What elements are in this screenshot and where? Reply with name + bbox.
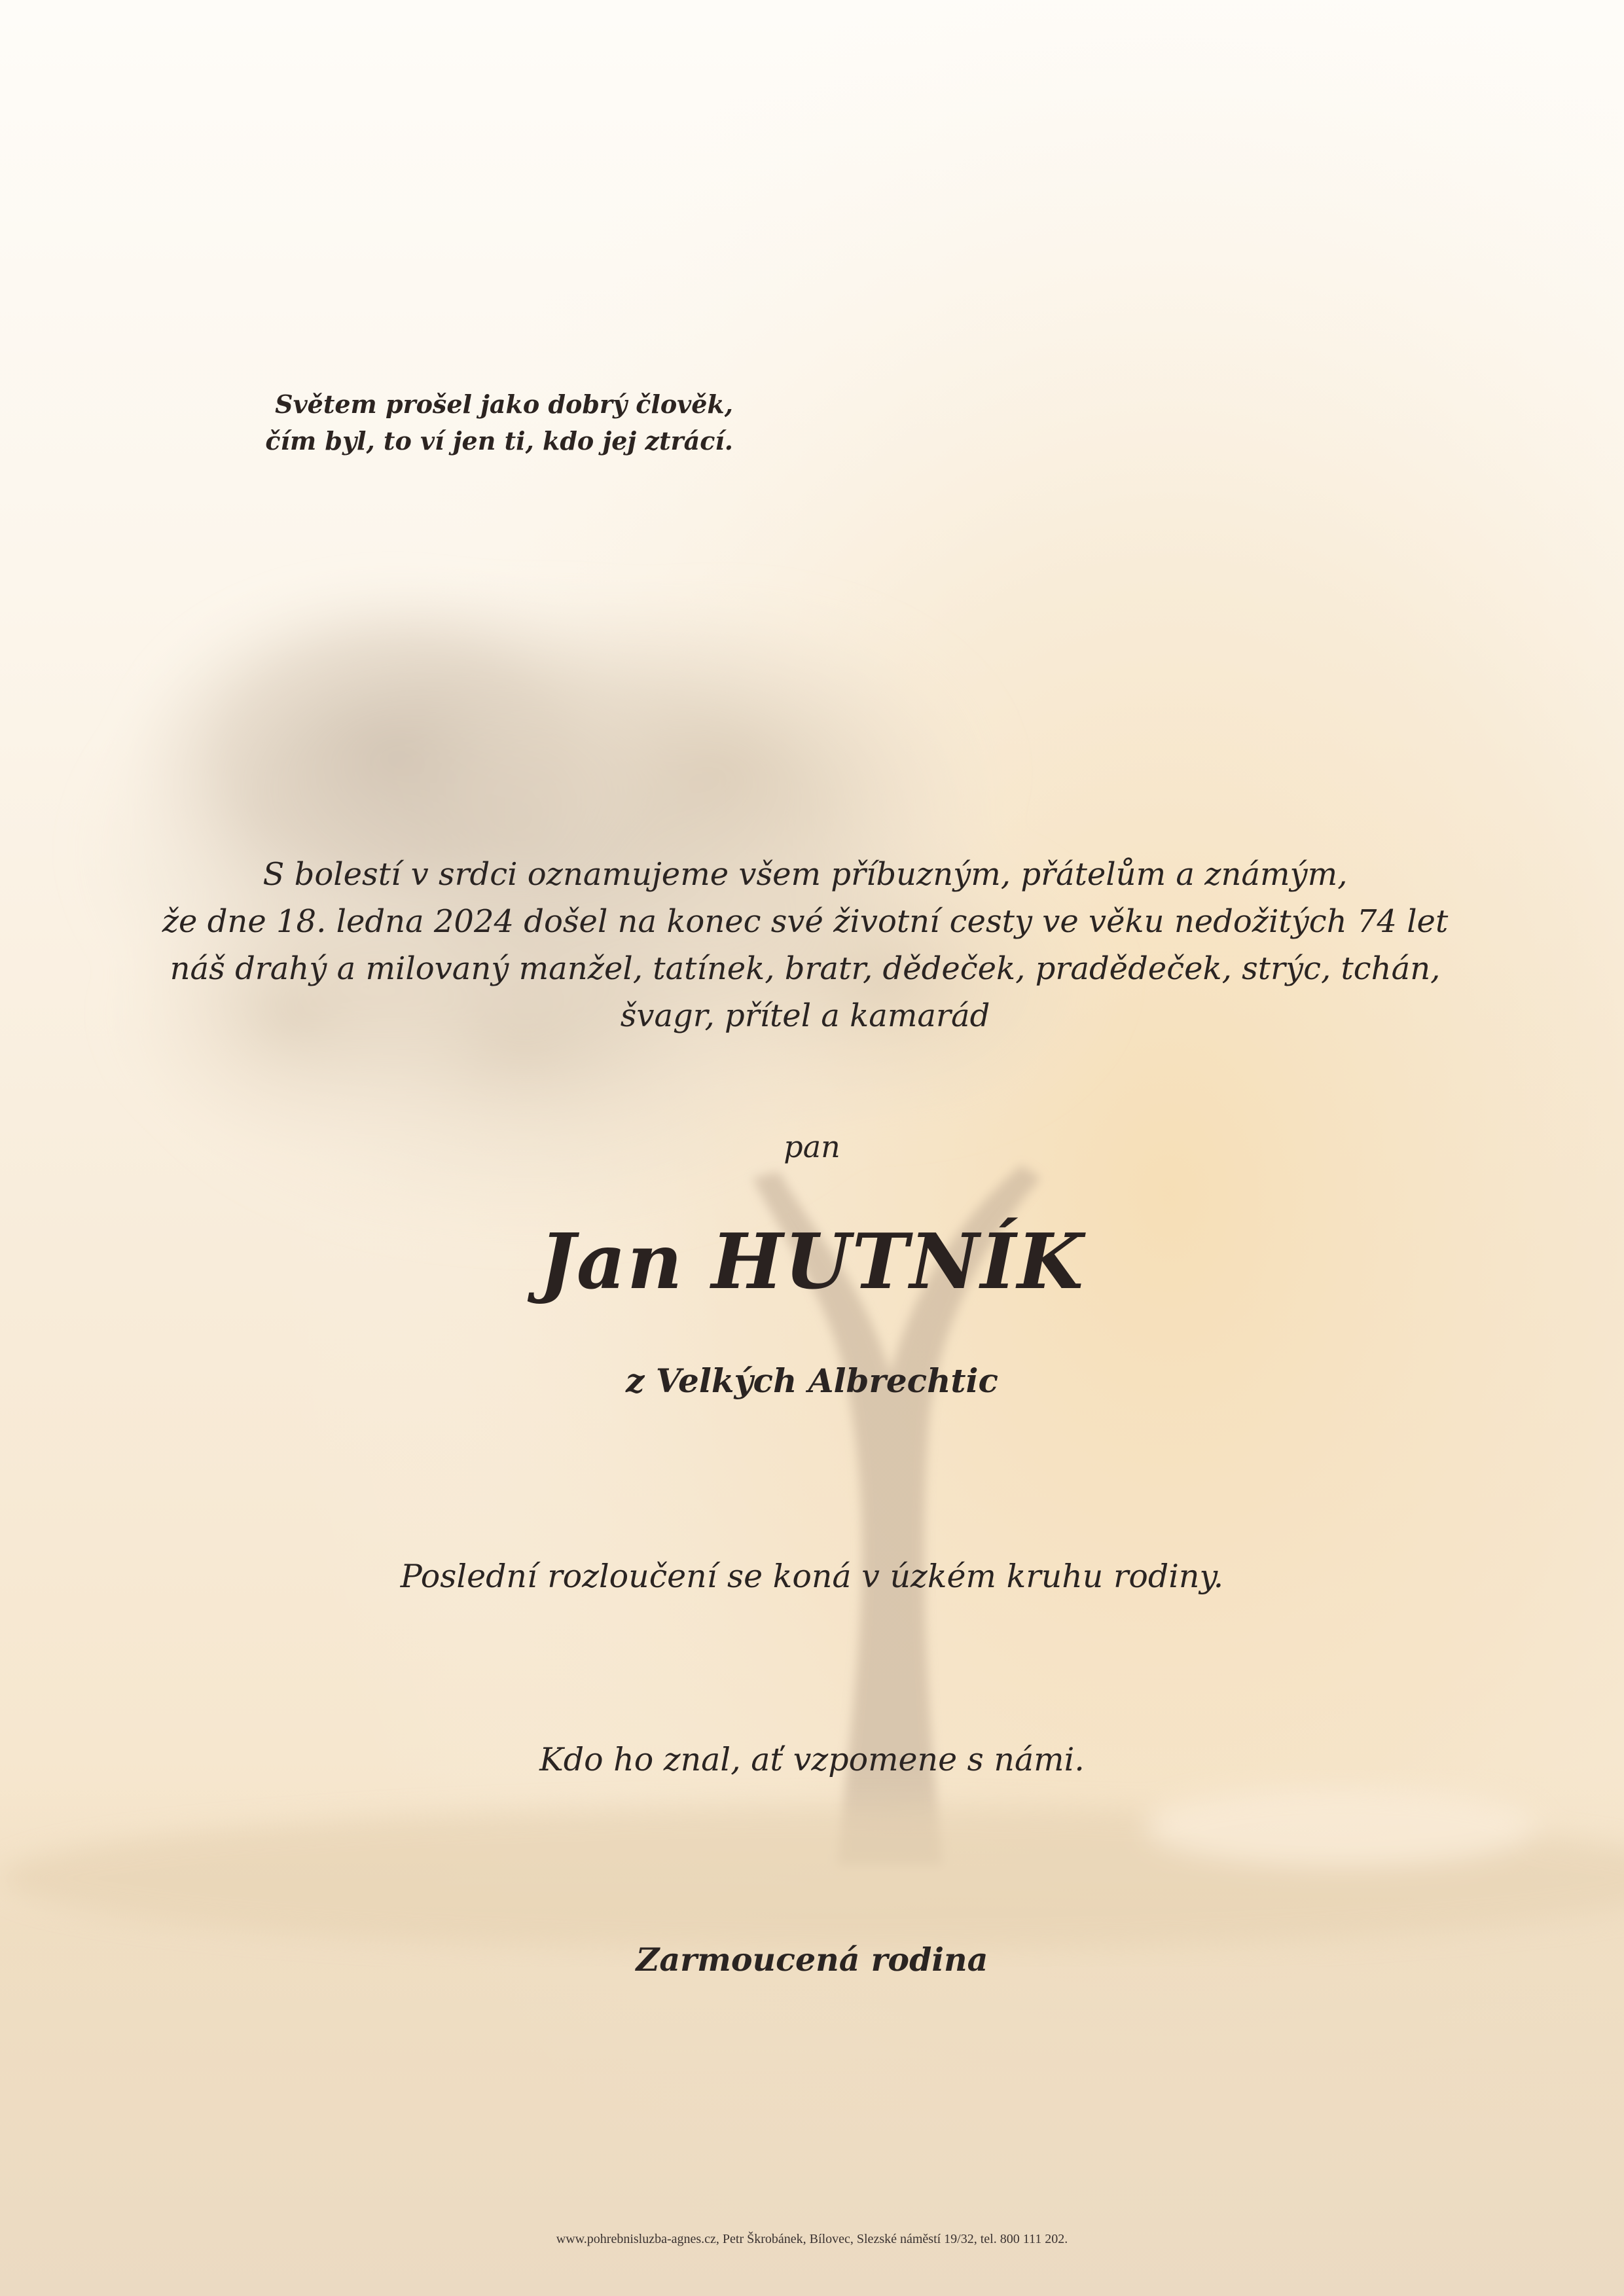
announcement-line-2: že dne 18. ledna 2024 došel na konec své životní cesty ve věku nedožitých 74 let (162, 903, 1449, 940)
farewell-notice: Poslední rozloučení se koná v úzkém kruhu rodiny. (400, 1558, 1224, 1595)
deceased-origin: z Velkých Albrechtic (626, 1361, 998, 1400)
quote-line-1: Světem prošel jako dobrý člověk, (275, 389, 733, 419)
announcement-line-3: náš drahý a milovaný manžel, tatínek, bratr, dědeček, pradědeček, strýc, tchán, (170, 950, 1441, 987)
family-signature: Zarmoucená rodina (636, 1941, 988, 1979)
memorial-quote (196, 386, 733, 459)
honorific: pan (784, 1129, 840, 1164)
quote-line-2: čím byl, to ví jen ti, kdo jej ztrácí. (265, 426, 733, 456)
portrait-photo-icon (969, 249, 1296, 707)
remembrance-line: Kdo ho znal, ať vzpomene s námi. (539, 1741, 1085, 1778)
funeral-service-footer: www.pohrebnisluzba-agnes.cz, Petr Škrobánek, Bílovec, Slezské náměstí 19/32, tel. 800 111 202. (556, 2232, 1068, 2246)
announcement-text (92, 851, 1519, 1039)
announcement-line-4: švagr, přítel a kamarád (620, 997, 990, 1034)
announcement-line-1: S bolestí v srdci oznamujeme všem příbuzným, přátelům a známým, (262, 856, 1348, 893)
deceased-name: Jan HUTNÍK (539, 1217, 1085, 1306)
